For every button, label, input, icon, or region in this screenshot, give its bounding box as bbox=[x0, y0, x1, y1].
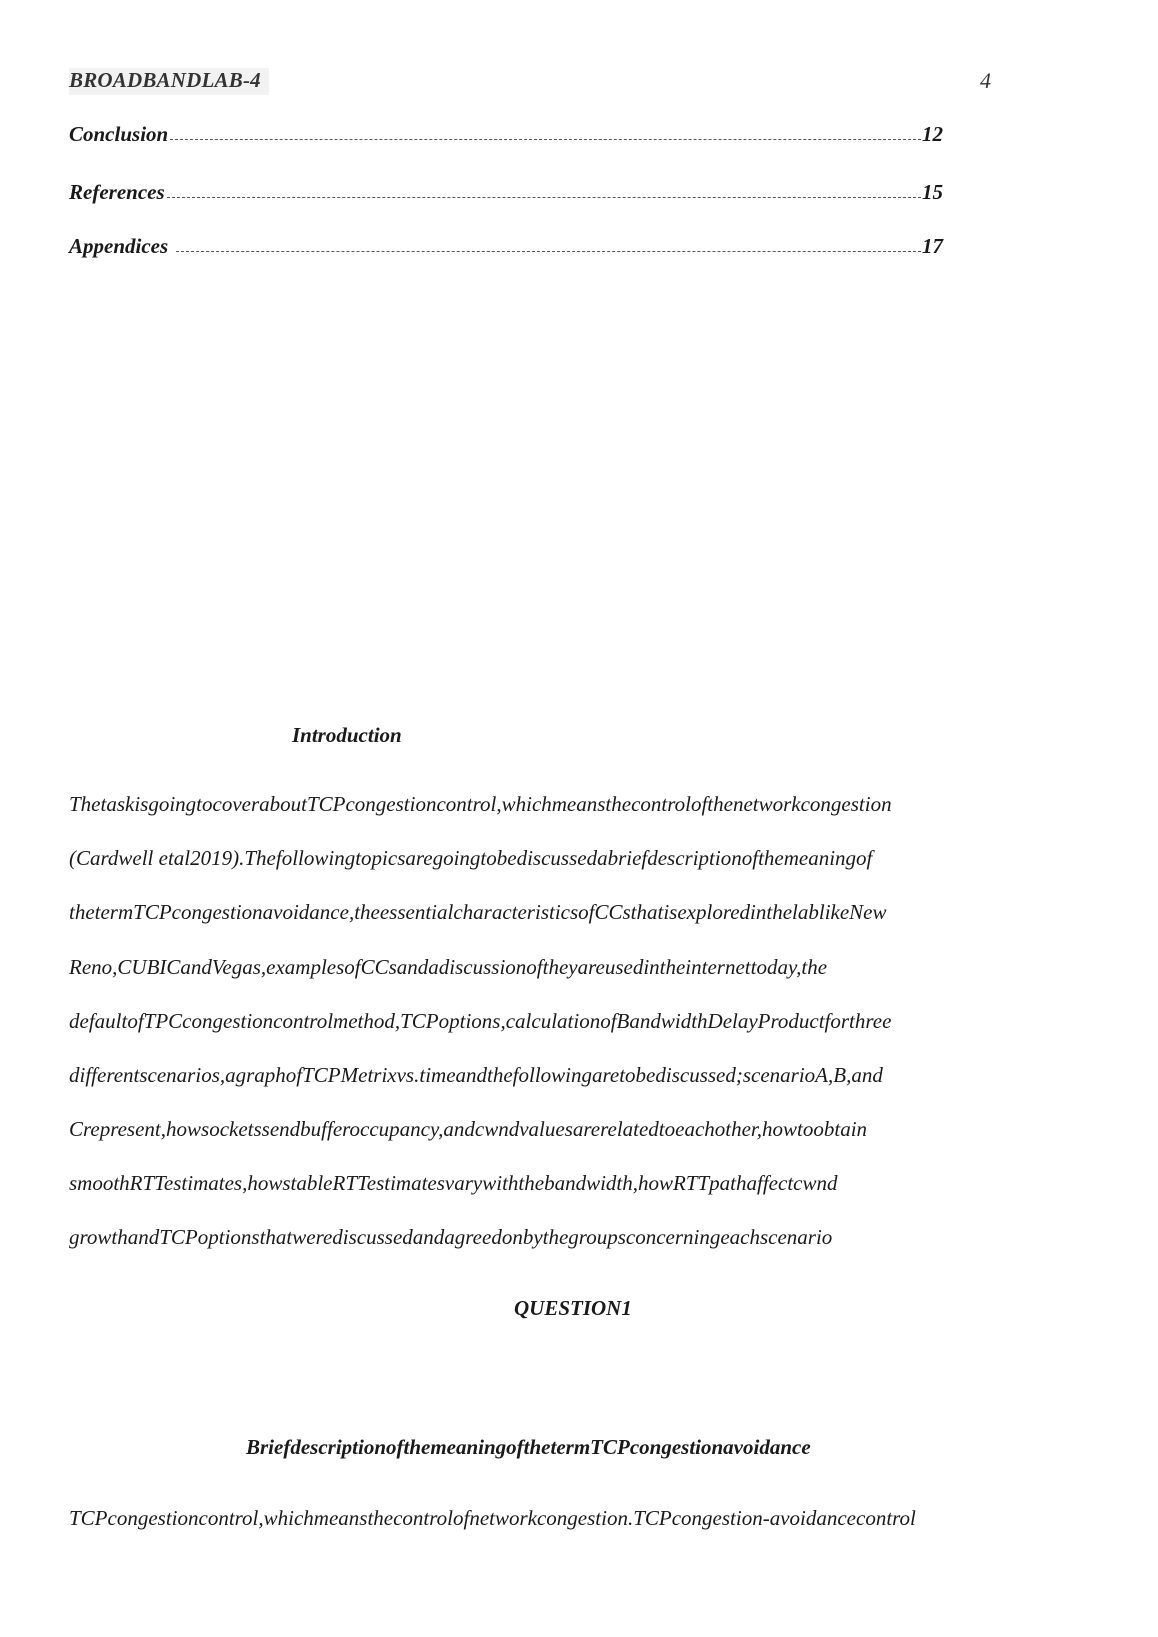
question1-heading: QUESTION1 bbox=[514, 1296, 632, 1320]
introduction-heading: Introduction bbox=[292, 723, 402, 747]
toc-entry-label: References bbox=[69, 180, 165, 204]
toc-dot-leader bbox=[167, 197, 921, 198]
running-header-title: BROADBANDLAB-4 bbox=[69, 68, 269, 95]
toc-dot-leader bbox=[170, 139, 921, 140]
introduction-line: thetermTCPcongestionavoidance,theessentialcharacteristicsofCCsthatisexploredinthelablikeNew bbox=[69, 900, 887, 924]
toc-entry-page: 15 bbox=[922, 180, 943, 204]
page-number: 4 bbox=[980, 68, 991, 93]
toc-entry-label: Appendices bbox=[69, 234, 169, 258]
toc-entry-conclusion[interactable] bbox=[69, 122, 943, 147]
introduction-line: smoothRTTestimates,howstableRTTestimatesvarywiththebandwidth,howRTTpathaffectcwnd bbox=[69, 1171, 838, 1195]
toc-dot-leader bbox=[176, 251, 921, 252]
brief-description-line: TCPcongestioncontrol,whichmeansthecontrolofnetworkcongestion.TCPcongestion-avoidancecontrol bbox=[69, 1506, 916, 1530]
brief-description-heading: BriefdescriptionofthemeaningofthetermTCPcongestionavoidance bbox=[246, 1435, 811, 1459]
introduction-line: Crepresent,howsocketssendbufferoccupancy,andcwndvaluesarerelatedtoeachother,howtoobtain bbox=[69, 1117, 868, 1141]
toc-entry-page: 17 bbox=[922, 234, 943, 258]
introduction-line: defaultofTPCcongestioncontrolmethod,TCPoptions,calculationofBandwidthDelayProductforthree bbox=[69, 1009, 892, 1033]
toc-entry-appendices[interactable] bbox=[69, 234, 943, 259]
introduction-line: growthandTCPoptionsthatwerediscussedandagreedonbythegroupsconcerningeachscenario bbox=[69, 1225, 833, 1249]
toc-entry-label: Conclusion bbox=[69, 122, 169, 146]
toc-entry-page: 12 bbox=[922, 122, 943, 146]
introduction-line: differentscenarios,agraphofTCPMetrixvs.timeandthefollowingaretobediscussed;scenarioA,B,and bbox=[69, 1063, 883, 1087]
toc-entry-references[interactable] bbox=[69, 180, 943, 205]
introduction-line: ThetaskisgoingtocoveraboutTCPcongestioncontrol,whichmeansthecontrolofthenetworkcongestion bbox=[69, 792, 892, 816]
introduction-line: Reno,CUBICandVegas,examplesofCCsandadiscussionoftheyareusedintheinternettoday,the bbox=[69, 955, 828, 979]
introduction-line: (Cardwell etal2019).Thefollowingtopicsaregoingtobediscussedabriefdescriptionofthemeaningof bbox=[69, 846, 873, 870]
